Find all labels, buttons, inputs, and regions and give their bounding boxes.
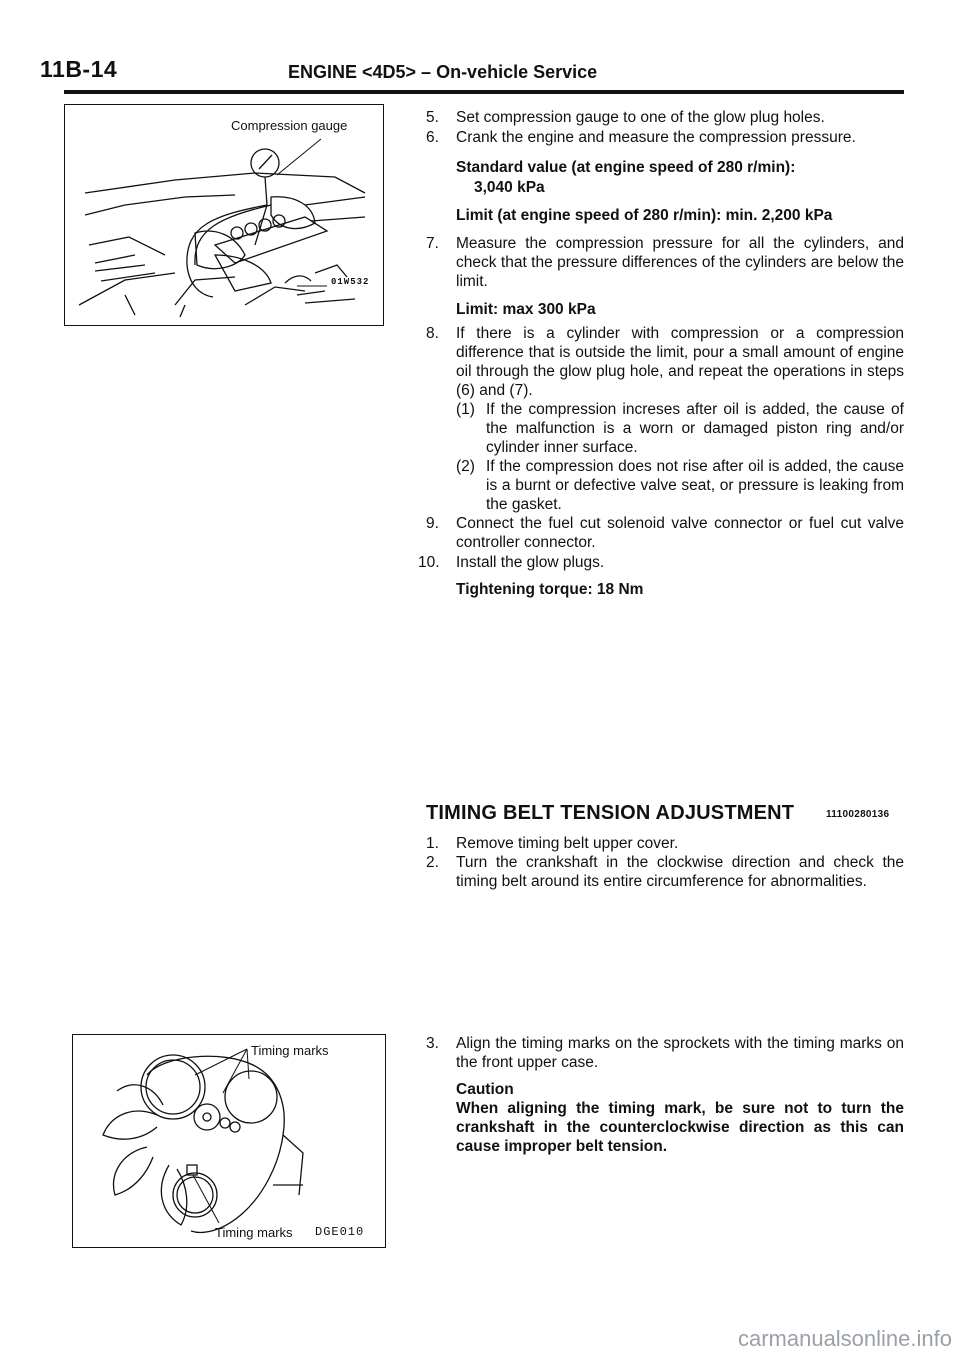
timing-marks-figure	[72, 1034, 386, 1248]
caution-title: Caution	[456, 1081, 514, 1098]
compression-gauge-label: Compression gauge	[231, 118, 348, 133]
step-5	[426, 108, 904, 128]
compression-gauge-figure	[64, 104, 384, 326]
standard-value-label: Standard value (at engine speed of 280 r/min):	[456, 159, 796, 176]
timing-marks-label-top: Timing marks	[251, 1043, 329, 1058]
step-5-text: Set compression gauge to one of the glow plug holes.	[456, 109, 825, 126]
page-title: ENGINE <4D5> – On-vehicle Service	[288, 62, 598, 82]
timing-belt-illustration	[73, 1035, 385, 1247]
figure2-code: DGE010	[315, 1225, 365, 1239]
step-10	[418, 553, 904, 573]
step-8-sub-2	[456, 457, 904, 517]
step-9-text: Connect the fuel cut solenoid valve connector or fuel cut valve controller connector.	[456, 515, 904, 551]
step-7-text: Measure the compression pressure for all the cylinders, and check that the pressure differences of the cylinders are below the limit.	[456, 235, 904, 290]
header-rule	[64, 90, 904, 94]
step-8-text: If there is a cylinder with compression or a compression difference that is outside the limit, pour a small amount of engine oil through the glow plug hole, and repeat the operations in steps (6) and (7).	[456, 325, 904, 399]
section-title-timing-belt: TIMING BELT TENSION ADJUSTMENT	[426, 802, 795, 824]
timing-step-1-text: Remove timing belt upper cover.	[456, 835, 679, 852]
figure1-code: 01W532	[331, 277, 370, 287]
step-7	[426, 234, 904, 294]
step-6	[426, 128, 904, 148]
step-10-number: 10.	[418, 554, 440, 571]
step-8	[426, 324, 904, 404]
timing-step-3	[426, 1034, 904, 1074]
tightening-torque: Tightening torque: 18 Nm	[456, 581, 644, 598]
timing-marks-label-bottom: Timing marks	[215, 1225, 293, 1240]
sub-2-text: If the compression does not rise after oil is added, the cause is a burnt or defective valve seat, or pressure is leaking from the gasket.	[486, 458, 904, 513]
timing-step-3-number: 3.	[426, 1035, 439, 1052]
timing-step-2	[426, 853, 904, 913]
timing-step-3-text: Align the timing marks on the sprockets with the timing marks on the front upper case.	[456, 1035, 904, 1071]
step-5-number: 5.	[426, 109, 439, 126]
page-number: 11B-14	[40, 56, 118, 82]
sub-2-number: (2)	[456, 458, 475, 475]
step-7-number: 7.	[426, 235, 439, 252]
timing-step-1	[426, 834, 904, 854]
step-9	[426, 514, 904, 554]
limit-max: Limit: max 300 kPa	[456, 301, 596, 318]
section-code: 11100280136	[826, 809, 890, 820]
standard-value: 3,040 kPa	[474, 179, 545, 196]
timing-step-2-text: Turn the crankshaft in the clockwise direction and check the timing belt around its entire circumference for abnormalities.	[456, 854, 904, 890]
sub-1-text: If the compression increses after oil is added, the cause of the malfunction is a worn or damaged piston ring and/or cylinder inner surface.	[486, 401, 904, 456]
step-6-number: 6.	[426, 129, 439, 146]
step-6-text: Crank the engine and measure the compression pressure.	[456, 129, 856, 146]
step-10-text: Install the glow plugs.	[456, 554, 605, 571]
watermark: carmanualsonline.info	[737, 1326, 952, 1351]
step-9-number: 9.	[426, 515, 439, 532]
limit-min: Limit (at engine speed of 280 r/min): min. 2,200 kPa	[456, 207, 833, 224]
sub-1-number: (1)	[456, 401, 475, 418]
step-8-sub-1	[456, 400, 904, 460]
timing-step-1-number: 1.	[426, 835, 439, 852]
compression-gauge-illustration	[65, 105, 383, 325]
step-8-number: 8.	[426, 325, 439, 342]
timing-step-2-number: 2.	[426, 854, 439, 871]
caution-text: When aligning the timing mark, be sure not to turn the crankshaft in the counterclockwise direction as this can cause improper belt tension.	[456, 1100, 904, 1155]
